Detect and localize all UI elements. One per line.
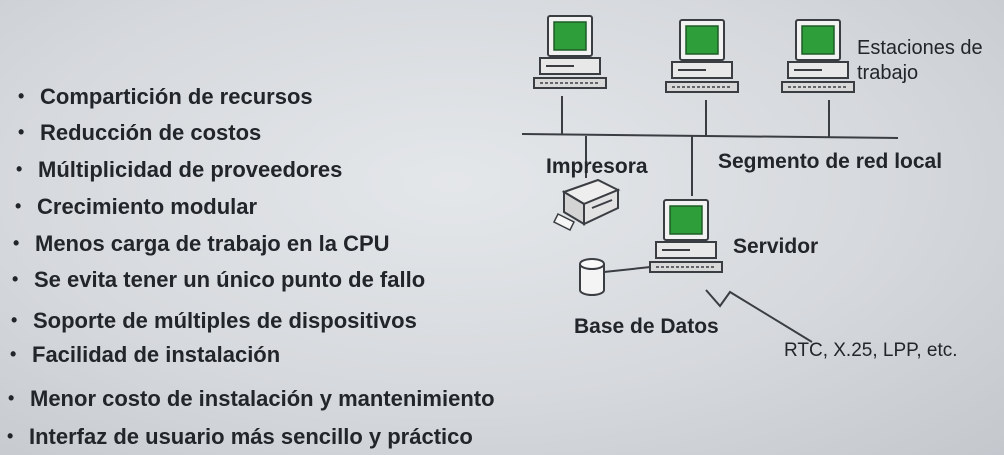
printer-icon <box>554 180 618 230</box>
list-item: • Crecimiento modular <box>15 194 258 219</box>
workstations-label: Estaciones de trabajo <box>857 37 983 84</box>
list-item: • Menor costo de instalación y mantenimiento <box>8 386 495 411</box>
list-item: • Reducción de costos <box>18 120 262 145</box>
list-item: • Facilidad de instalación <box>10 342 281 367</box>
workstation-icon <box>534 16 606 88</box>
list-item: • Compartición de recursos <box>18 84 313 109</box>
list-item: • Interfaz de usuario más sencillo y práctico <box>7 424 473 449</box>
lan-segment-line <box>522 134 898 138</box>
segment-label: Segmento de red local <box>718 150 943 173</box>
workstation-icon <box>782 20 854 92</box>
list-item: • Menos carga de trabajo en la CPU <box>13 231 390 256</box>
wan-label: RTC, X.25, LPP, etc. <box>784 340 958 361</box>
printer-label: Impresora <box>546 155 648 178</box>
list-item: • Múltiplicidad de proveedores <box>16 157 343 182</box>
workstation-icon <box>666 20 738 92</box>
server-icon <box>650 200 722 272</box>
database-label: Base de Datos <box>574 315 719 338</box>
list-item: • Soporte de múltiples de dispositivos <box>11 308 417 333</box>
list-item: • Se evita tener un único punto de fallo <box>12 267 426 292</box>
wan-link-icon <box>706 290 812 342</box>
database-icon <box>580 259 604 295</box>
server-label: Servidor <box>733 235 819 258</box>
